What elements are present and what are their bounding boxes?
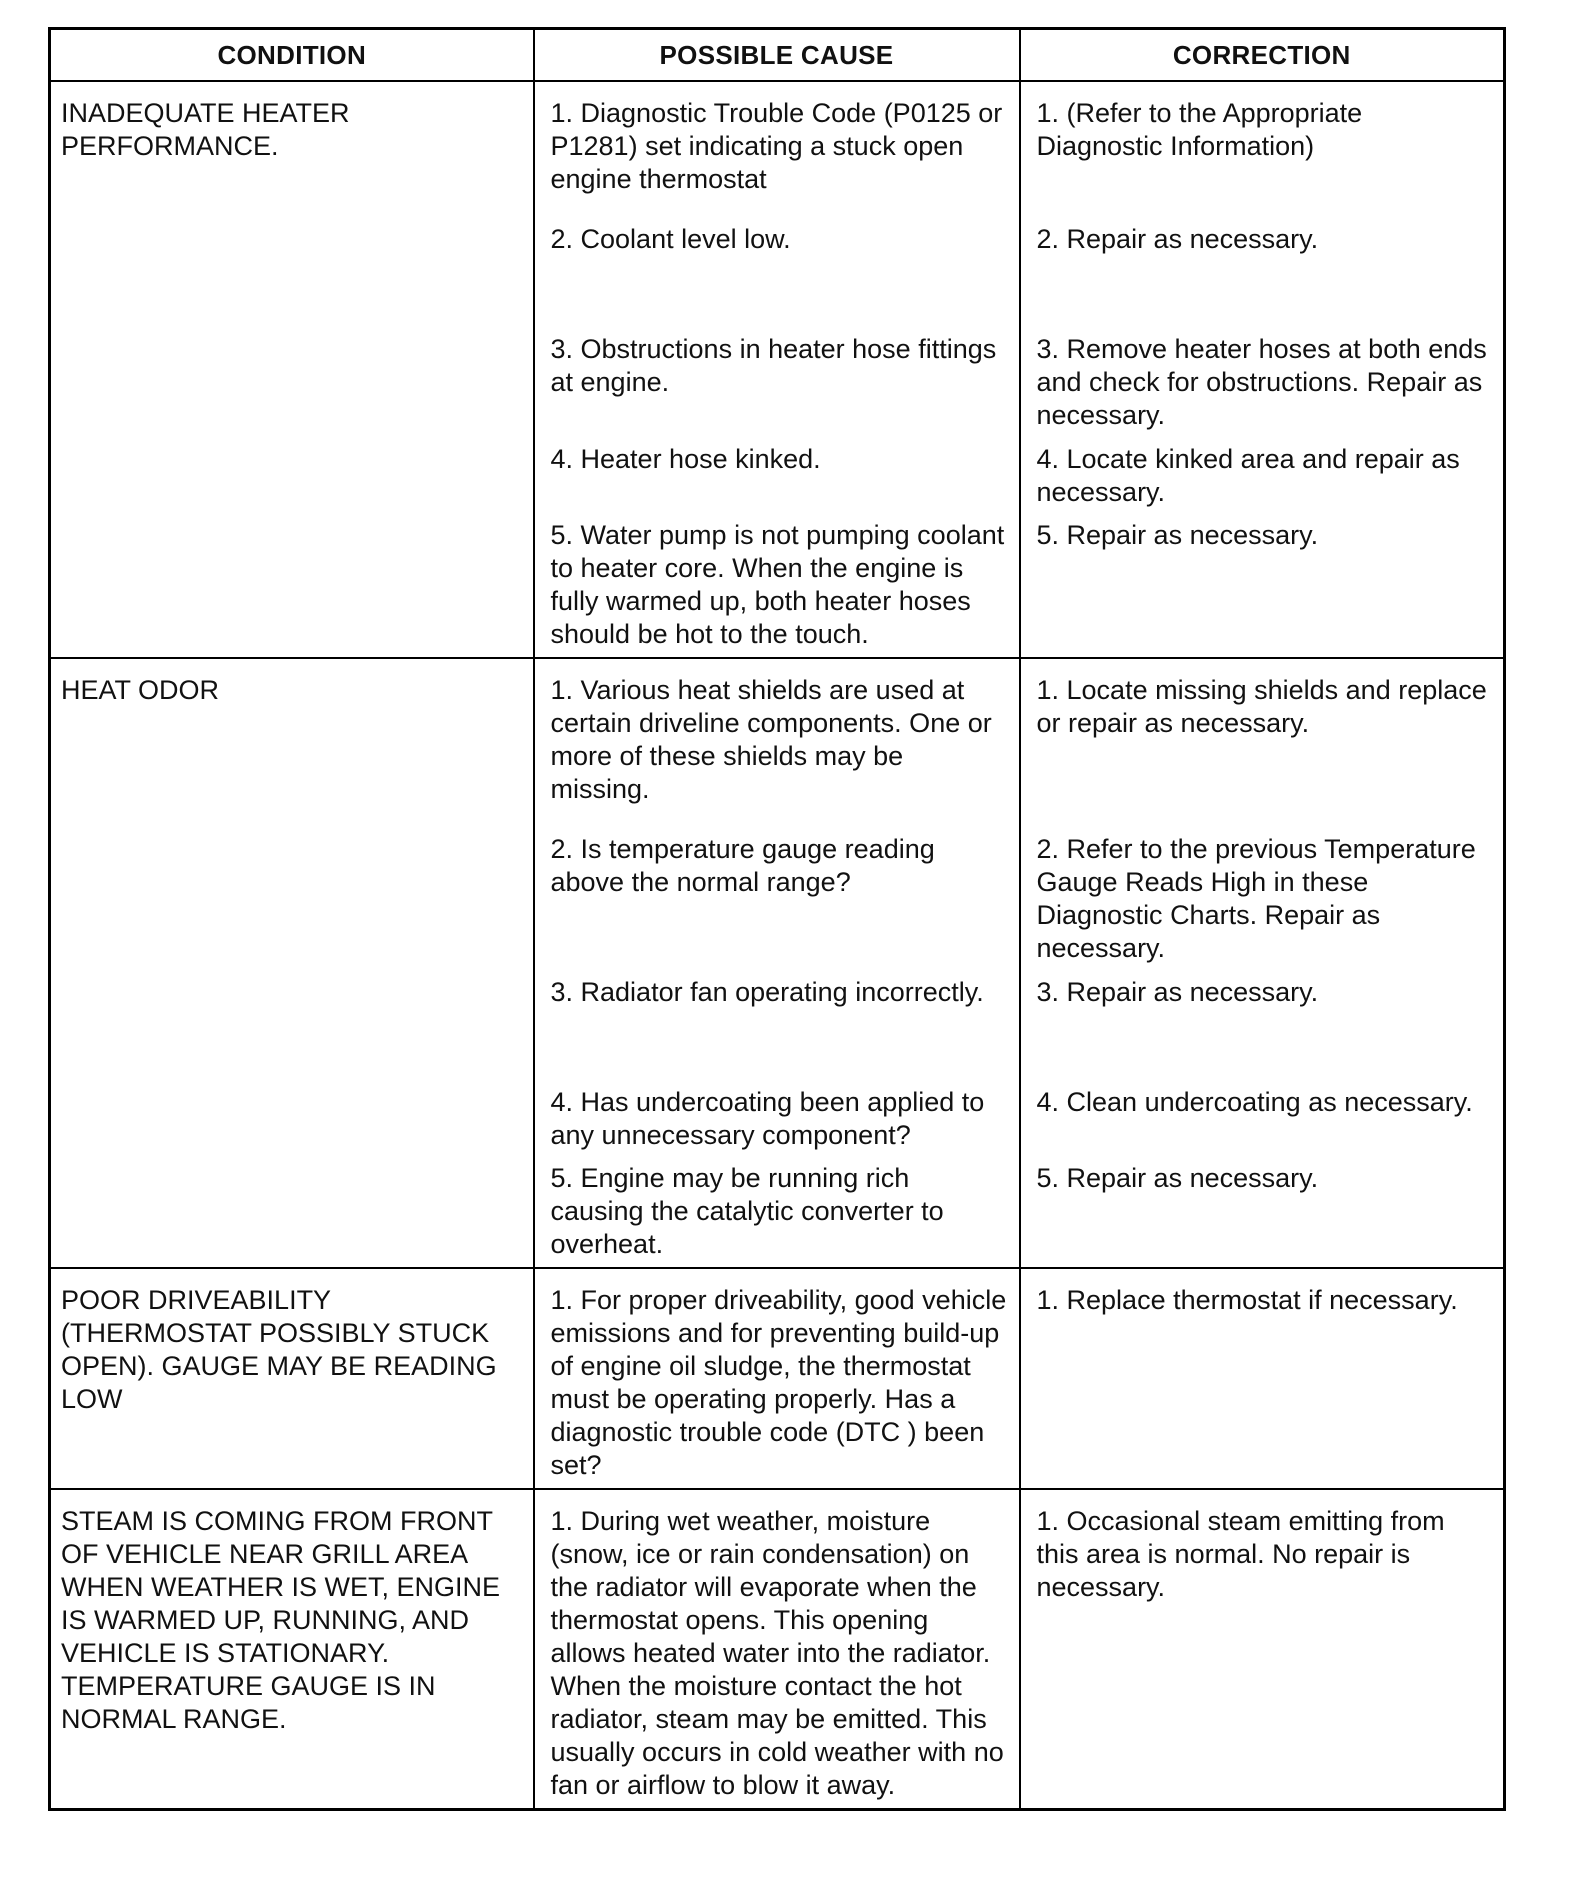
diagnostic-table (48, 27, 1506, 1811)
header-condition: CONDITION (50, 29, 534, 82)
correction-cell (1020, 658, 1505, 1268)
correction-item: 3. Repair as necessary. (1036, 977, 1319, 1007)
cause-item: 4. Heater hose kinked. (550, 444, 821, 474)
correction-cell (1020, 81, 1505, 658)
cause-item: 5. Engine may be running rich causing the catalytic converter to overheat. (550, 1163, 944, 1259)
cause-item: 1. For proper driveability, good vehicle emissions and for preventing build-up of engine oil sludge, the thermostat must be operating properly. Has a diagnostic trouble code (DTC ) been set? (550, 1285, 1007, 1480)
cause-item: 3. Obstructions in heater hose fittings at engine. (550, 334, 997, 397)
correction-item: 1. (Refer to the Appropriate Diagnostic Information) (1036, 98, 1363, 161)
cause-cell (534, 1489, 1020, 1810)
condition-cell: STEAM IS COMING FROM FRONT OF VEHICLE NEAR GRILL AREA WHEN WEATHER IS WET, ENGINE IS WARMED UP, RUNNING, AND VEHICLE IS STATIONARY. TEMPERATURE GAUGE IS IN NORMAL RANGE. (50, 1489, 534, 1810)
condition-cell: HEAT ODOR (50, 658, 534, 1268)
correction-item: 5. Repair as necessary. (1036, 1163, 1319, 1193)
cause-item: 2. Coolant level low. (550, 224, 791, 254)
correction-cell (1020, 1268, 1505, 1489)
correction-item: 2. Refer to the previous Temperature Gauge Reads High in these Diagnostic Charts. Repair as necessary. (1036, 834, 1476, 963)
table-row (50, 1489, 1505, 1810)
correction-item: 1. Occasional steam emitting from this area is normal. No repair is necessary. (1036, 1506, 1445, 1602)
cause-item: 5. Water pump is not pumping coolant to heater core. When the engine is fully warmed up, both heater hoses should be hot to the touch. (550, 520, 1005, 649)
cause-cell (534, 81, 1020, 658)
table-row (50, 658, 1505, 1268)
cause-item: 1. Various heat shields are used at certain driveline components. One or more of these shields may be missing. (550, 675, 992, 804)
table-row (50, 1268, 1505, 1489)
cause-item: 1. During wet weather, moisture (snow, ice or rain condensation) on the radiator will evaporate when the thermostat opens. This opening allows heated water into the radiator. When the moisture contact the hot radiator, steam may be emitted. This usually occurs in cold weather with no fan or airflow to blow it away. (550, 1506, 1004, 1800)
header-possible-cause: POSSIBLE CAUSE (534, 29, 1020, 82)
correction-item: 4. Locate kinked area and repair as necessary. (1036, 444, 1460, 507)
header-correction: CORRECTION (1020, 29, 1505, 82)
table-row (50, 81, 1505, 658)
cause-cell (534, 658, 1020, 1268)
cause-item: 3. Radiator fan operating incorrectly. (550, 977, 984, 1007)
correction-cell (1020, 1489, 1505, 1810)
cause-item: 2. Is temperature gauge reading above the normal range? (550, 834, 935, 897)
correction-item: 1. Locate missing shields and replace or repair as necessary. (1036, 675, 1487, 738)
correction-item: 2. Repair as necessary. (1036, 224, 1319, 254)
cause-item: 1. Diagnostic Trouble Code (P0125 or P1281) set indicating a stuck open engine thermostat (550, 98, 1003, 194)
condition-cell: INADEQUATE HEATER PERFORMANCE. (50, 81, 534, 658)
correction-item: 1. Replace thermostat if necessary. (1036, 1285, 1458, 1315)
correction-item: 3. Remove heater hoses at both ends and check for obstructions. Repair as necessary. (1036, 334, 1487, 430)
cause-cell (534, 1268, 1020, 1489)
condition-cell: POOR DRIVEABILITY (THERMOSTAT POSSIBLY STUCK OPEN). GAUGE MAY BE READING LOW (50, 1268, 534, 1489)
correction-item: 5. Repair as necessary. (1036, 520, 1319, 550)
cause-item: 4. Has undercoating been applied to any unnecessary component? (550, 1087, 985, 1150)
correction-item: 4. Clean undercoating as necessary. (1036, 1087, 1473, 1117)
header-row (50, 29, 1505, 82)
